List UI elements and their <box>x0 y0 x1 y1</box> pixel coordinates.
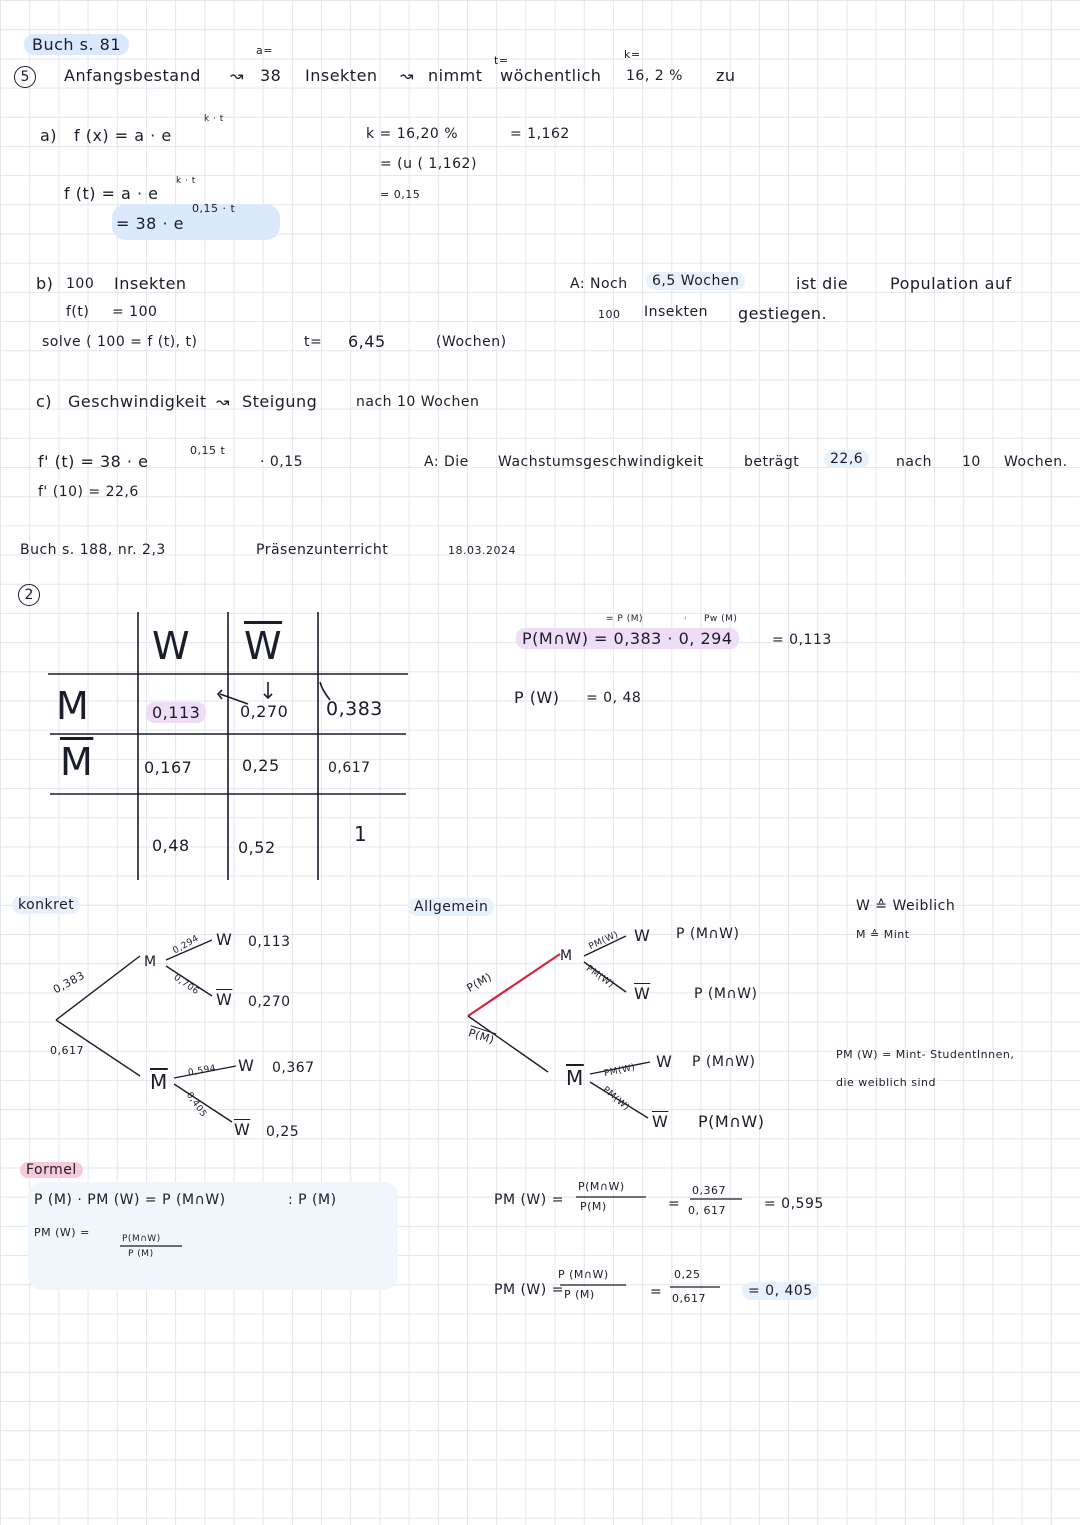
arrow-icon: ↝ <box>230 66 244 85</box>
part-b-label: b) <box>36 274 54 293</box>
table-row-mbar: $\overline{M}$ <box>60 740 94 784</box>
allgemein-wbar1: $\overline{W}$ <box>634 984 651 1003</box>
weekly-label: wöchentlich <box>500 66 602 85</box>
b-t-value: 6,45 <box>348 332 386 351</box>
lesson-date: 18.03.2024 <box>448 544 516 557</box>
konkret-wbar2-value: 0,25 <box>266 1124 300 1140</box>
c-answer-10: 10 <box>962 454 981 470</box>
konkret-m-w-prob: 0,294 <box>171 933 201 957</box>
konkret-w2-value: 0,367 <box>272 1060 315 1076</box>
allgemein-mbar: $\overline{M}$ <box>566 1066 584 1090</box>
konkret-label: konkret <box>12 896 80 914</box>
b-ft: f(t) <box>66 304 90 320</box>
table-mbar-and-wbar: 0,25 <box>242 756 280 775</box>
allgemein-pmbar-w: PM(W) <box>603 1062 637 1080</box>
formula-t: f (t) = a · e <box>64 184 159 203</box>
table-mbar-and-w: 0,167 <box>144 758 193 777</box>
konkret-wbar2: $\overline{W}$ <box>234 1120 251 1139</box>
formel-line2: PM (W) = <box>34 1226 90 1239</box>
konkret-wbar1-value: 0,270 <box>248 994 291 1010</box>
table-m-and-w: 0,113 <box>146 702 206 723</box>
konkret-w1: W <box>216 930 233 949</box>
b-eq: = 100 <box>112 304 158 320</box>
c-answer-value: 22,6 <box>824 450 869 468</box>
cond2-result: = 0, 405 <box>742 1282 819 1300</box>
b-unit: (Wochen) <box>436 334 507 350</box>
formel-label: Formel <box>20 1162 83 1178</box>
table-w-total: 0,48 <box>152 836 190 855</box>
konkret-wbar1: $\overline{W}$ <box>216 990 233 1009</box>
formula-t-exponent: k · t <box>176 176 196 186</box>
table-m-total: 0,383 <box>326 698 383 720</box>
c-derivative-at-10: f' (10) = 22,6 <box>38 484 139 500</box>
k-label: k= <box>624 48 641 61</box>
exercise-number: 5 <box>14 66 36 88</box>
k-calc-3: = 0,15 <box>380 188 421 201</box>
allgemein-wbar2-prob: P(M∩W) <box>698 1112 765 1131</box>
legend-w: W ≙ Weiblich <box>856 898 956 914</box>
cond1-denominator: P(M) <box>580 1200 607 1213</box>
b-number: 100 <box>66 276 95 292</box>
c-slope: Steigung <box>242 392 318 411</box>
konkret-w2: W <box>238 1056 255 1075</box>
konkret-mbar-w-prob: 0,594 <box>187 1063 217 1079</box>
allgemein-w1-prob: P (M∩W) <box>676 926 740 942</box>
formula-specific: = 38 · e <box>116 214 184 233</box>
formel-line1: P (M) · PM (W) = P (M∩W) <box>34 1192 226 1208</box>
b-answer-100: 100 <box>598 308 621 321</box>
b-answer-population: Population auf <box>890 274 1012 293</box>
calc-top-pm: = P (M) <box>606 614 643 624</box>
insects-label: Insekten <box>305 66 378 85</box>
cond1-eq: = <box>668 1196 681 1212</box>
table-grand-total: 1 <box>354 822 368 846</box>
b-t-label: t= <box>304 334 323 350</box>
b-answer-weeks: 6,5 Wochen <box>646 272 745 290</box>
formel-denominator: P (M) <box>128 1249 154 1259</box>
a-label: a= <box>256 44 273 57</box>
cond2-numerator-value: 0,25 <box>674 1268 701 1281</box>
konkret-m: M <box>144 954 157 970</box>
allgemein-w2-prob: P (M∩W) <box>692 1054 756 1070</box>
initial-value: 38 <box>260 66 282 85</box>
table-col-wbar: $\overline{W}$ <box>244 624 283 668</box>
cond1-numerator-value: 0,367 <box>692 1184 726 1197</box>
formel-numerator: P(M∩W) <box>122 1234 161 1244</box>
calc-pw-value: = 0, 48 <box>586 690 642 706</box>
formel-line1-tail: : P (M) <box>288 1192 337 1208</box>
allgemein-pmbar-wbar: PM(W) <box>600 1085 632 1113</box>
book-reference-2: Buch s. 188, nr. 2,3 <box>20 542 166 558</box>
calc-m-and-w-result: = 0,113 <box>772 632 832 648</box>
c-derivative: f' (t) = 38 · e <box>38 452 149 471</box>
konkret-mbar: $\overline{M}$ <box>150 1070 168 1094</box>
calc-top-dot: · <box>684 614 688 624</box>
table-mbar-total: 0,617 <box>328 760 371 776</box>
konkret-p-mbar: 0,617 <box>50 1044 84 1057</box>
allgemein-w1: W <box>634 926 651 945</box>
c-after-10-weeks: nach 10 Wochen <box>356 394 480 410</box>
c-derivative-tail: · 0,15 <box>260 454 304 470</box>
b-answer-rest: ist die <box>796 274 849 293</box>
exercise-number-2: 2 <box>18 584 40 606</box>
b-solve: solve ( 100 = f (t), t) <box>42 334 198 350</box>
cond2-denominator: P (M) <box>564 1288 595 1301</box>
formula-specific-exponent: 0,15 · t <box>192 202 236 215</box>
allgemein-p-m: P(M) <box>464 970 495 995</box>
cond1-lhs: PM (W) = <box>494 1192 564 1208</box>
b-answer-insects: Insekten <box>644 304 708 320</box>
c-answer-weeks: Wochen. <box>1004 454 1068 470</box>
cond2-denominator-value: 0,617 <box>672 1292 706 1305</box>
calc-m-and-w: P(M∩W) = 0,383 · 0, 294 <box>516 628 739 649</box>
growth-percent: 16, 2 % <box>626 68 683 84</box>
allgemein-wbar1-prob: P (M∩W) <box>694 986 758 1002</box>
allgemein-m: M <box>560 948 573 964</box>
table-wbar-total: 0,52 <box>238 838 276 857</box>
table-col-w: W <box>152 624 191 668</box>
b-insects: Insekten <box>114 274 187 293</box>
legend-pm-line1: PM (W) = Mint- StudentInnen, <box>836 1048 1015 1061</box>
k-calc-1: k = 16,20 % <box>366 126 459 142</box>
cond2-numerator: P (M∩W) <box>558 1268 609 1281</box>
c-answer-a: A: Die <box>424 454 469 470</box>
table-row-m: M <box>56 684 90 728</box>
takes-label: nimmt <box>428 66 483 85</box>
allgemein-wbar2: $\overline{W}$ <box>652 1112 669 1131</box>
part-c-label: c) <box>36 392 53 411</box>
konkret-p-m: 0,383 <box>50 968 88 997</box>
konkret-m-wbar-prob: 0,706 <box>171 972 201 998</box>
t-label: t= <box>494 54 509 67</box>
k-calc-2: = (u ( 1,162) <box>380 156 477 172</box>
c-speed: Geschwindigkeit <box>68 392 207 411</box>
cond1-denominator-value: 0, 617 <box>688 1204 726 1217</box>
cond1-numerator: P(M∩W) <box>578 1180 625 1193</box>
cond2-eq: = <box>650 1284 663 1300</box>
allgemein-pm-w: PM(W) <box>587 929 621 953</box>
zu-label: zu <box>716 66 736 85</box>
konkret-w1-value: 0,113 <box>248 934 291 950</box>
table-m-and-wbar: 0,270 <box>240 702 289 721</box>
legend-m: M ≙ Mint <box>856 928 910 941</box>
b-answer-prefix: A: Noch <box>570 276 628 292</box>
book-reference: Buch s. 81 <box>24 34 129 55</box>
allgemein-p-mbar: P(M) <box>466 1026 497 1047</box>
calc-pw: P (W) <box>514 688 560 707</box>
k-calc-1b: = 1,162 <box>510 126 570 142</box>
konkret-mbar-wbar-prob: 0,405 <box>183 1090 209 1120</box>
arrow-icon: ↝ <box>216 392 230 411</box>
c-answer-growth-speed: Wachstumsgeschwindigkeit <box>498 454 704 470</box>
calc-top-pw: Pw (M) <box>704 614 738 624</box>
formula-general: f (x) = a · e <box>74 126 172 145</box>
c-derivative-exponent: 0,15 t <box>190 444 226 457</box>
cond2-lhs: PM (W) = <box>494 1282 564 1298</box>
formula-exponent: k · t <box>204 114 224 124</box>
cond1-result: = 0,595 <box>764 1196 824 1212</box>
allgemein-w2: W <box>656 1052 673 1071</box>
c-answer-amounts: beträgt <box>744 454 800 470</box>
arrow-icon: ↝ <box>400 66 414 85</box>
lesson-mode: Präsenzunterricht <box>256 542 389 558</box>
b-answer-risen: gestiegen. <box>738 304 828 323</box>
part-a-label: a) <box>40 126 58 145</box>
c-answer-after: nach <box>896 454 933 470</box>
legend-pm-line2: die weiblich sind <box>836 1076 936 1089</box>
allgemein-label: Allgemein <box>408 898 494 916</box>
initial-amount-label: Anfangsbestand <box>64 66 201 85</box>
allgemein-pm-wbar: PM(W) <box>583 963 616 991</box>
